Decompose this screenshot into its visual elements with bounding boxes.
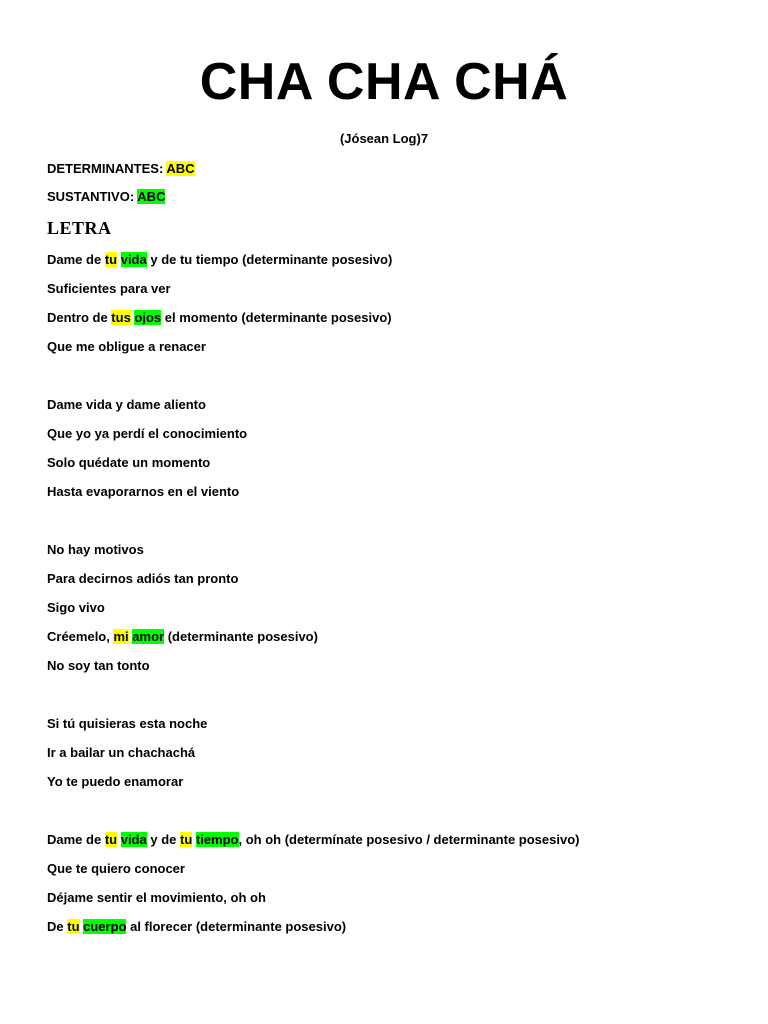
determinante-highlight: tus [111, 310, 131, 325]
lyric-text: Solo quédate un momento [47, 455, 211, 470]
sustantivo-highlight: vida [120, 252, 147, 267]
lyric-line [47, 772, 747, 801]
lyric-text: No hay motivos [47, 542, 144, 557]
lyric-line [47, 743, 747, 772]
legend-sample-green: ABC [137, 189, 166, 204]
lyric-text: No soy tan tonto [47, 658, 150, 673]
lyric-line [47, 598, 747, 627]
lyric-text: Dame vida y dame aliento [47, 397, 206, 412]
sustantivo-highlight: ojos [134, 310, 162, 325]
stanza-break [47, 801, 747, 830]
lyric-line [47, 656, 747, 685]
lyric-text: al florecer (determinante posesivo) [126, 919, 347, 934]
lyric-text: Sigo vivo [47, 600, 105, 615]
lyric-text: Que yo ya perdí el conocimiento [47, 426, 248, 441]
lyric-text: Dentro de [47, 310, 112, 325]
sustantivo-highlight: amor [132, 629, 165, 644]
legend-sample-yellow: ABC [166, 161, 195, 176]
lyric-text: y de tu tiempo (determinante posesivo) [146, 252, 393, 267]
lyric-line [47, 250, 747, 279]
lyric-line [47, 569, 747, 598]
sustantivo-highlight: tiempo [195, 832, 239, 847]
lyric-line [47, 308, 747, 337]
legend-label: SUSTANTIVO: [47, 189, 135, 204]
lyric-text: Créemelo, [47, 629, 114, 644]
lyric-line [47, 627, 747, 656]
lyric-text: el momento (determinante posesivo) [161, 310, 392, 325]
determinante-highlight: mi [113, 629, 129, 644]
lyric-text: De [47, 919, 68, 934]
lyric-line [47, 453, 747, 482]
legend-determinantes [47, 160, 195, 178]
lyric-text: Si tú quisieras esta noche [47, 716, 208, 731]
lyric-text: Ir a bailar un chachachá [47, 745, 196, 760]
determinante-highlight: tu [104, 252, 118, 267]
lyric-line [47, 859, 747, 888]
stanza-break [47, 511, 747, 540]
lyric-line [47, 888, 747, 917]
legend-label: DETERMINANTES: [47, 161, 164, 176]
lyric-text: Para decirnos adiós tan pronto [47, 571, 239, 586]
sustantivo-highlight: vida [120, 832, 147, 847]
lyric-line [47, 482, 747, 511]
lyric-text: Hasta evaporarnos en el viento [47, 484, 240, 499]
lyric-line [47, 337, 747, 366]
lyric-text: Suficientes para ver [47, 281, 171, 296]
lyric-text: y de [146, 832, 180, 847]
lyric-line [47, 714, 747, 743]
page-title: CHA CHA CHÁ [199, 53, 569, 111]
lyric-text: Que te quiero conocer [47, 861, 185, 876]
lyric-text: Dame de [47, 252, 105, 267]
stanza-break [47, 685, 747, 714]
legend-sustantivo [47, 188, 165, 206]
sustantivo-highlight: cuerpo [83, 919, 127, 934]
determinante-highlight: tu [179, 832, 193, 847]
lyric-line [47, 830, 747, 859]
lyric-line [47, 395, 747, 424]
page-subtitle: (Jósean Log)7 [339, 131, 429, 146]
lyric-text: , oh oh (determínate posesivo / determinante posesivo) [238, 832, 580, 847]
lyric-line [47, 917, 747, 946]
lyric-text: Déjame sentir el movimiento, oh oh [47, 890, 266, 905]
lyric-text: Yo te puedo enamorar [47, 774, 184, 789]
lyric-text: (determinante posesivo) [164, 629, 318, 644]
lyric-line [47, 540, 747, 569]
section-heading: LETRA [47, 218, 112, 238]
determinante-highlight: tu [104, 832, 118, 847]
lyric-text: Que me obligue a renacer [47, 339, 206, 354]
stanza-break [47, 366, 747, 395]
lyric-text: Dame de [47, 832, 105, 847]
lyric-line [47, 424, 747, 453]
determinante-highlight: tu [67, 919, 80, 934]
lyric-line [47, 279, 747, 308]
lyrics-body [47, 250, 747, 946]
